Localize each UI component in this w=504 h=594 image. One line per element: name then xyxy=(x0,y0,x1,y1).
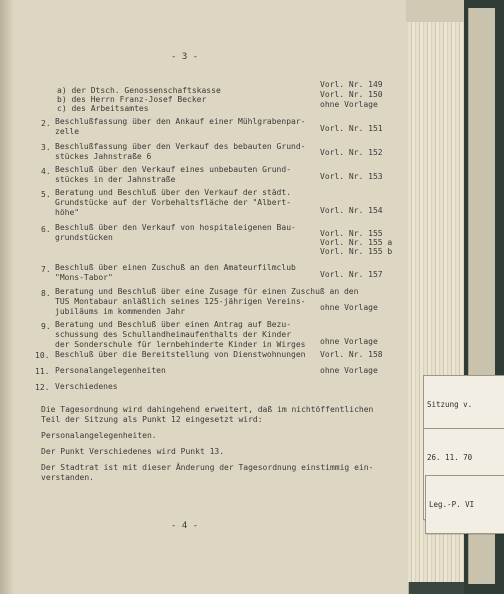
item-6-line-2: grundstücken xyxy=(55,233,113,242)
top-page-number: - 3 - xyxy=(171,52,199,62)
item-7-number: 7. xyxy=(41,265,51,274)
item-9-line-2: schussung des Schullandheimaufenthalts der Kinder xyxy=(55,330,292,339)
item-3-line-2: stückes Jahnstraße 6 xyxy=(55,152,152,161)
item-9-line-1: Beratung und Beschluß über einen Antrag auf Bezu- xyxy=(55,320,292,329)
item-12-line-1: Verschiedenes xyxy=(55,382,118,391)
item-8-number: 8. xyxy=(41,289,51,298)
item-4-vorlage: Vorl. Nr. 153 xyxy=(320,172,383,181)
item-7-vorlage: Vorl. Nr. 157 xyxy=(320,270,383,279)
item-5-number: 5. xyxy=(41,190,51,199)
page-gutter-shadow xyxy=(0,0,14,594)
item-6-line-1: Beschluß über den Verkauf von hospitaleigenen Bau- xyxy=(55,223,296,232)
item-8-line-2: TUS Montabaur anläßlich seines 125-jährigen Vereins- xyxy=(55,297,306,306)
paragraph-4-line-2: verstanden. xyxy=(41,473,94,482)
item-5-vorlage: Vorl. Nr. 154 xyxy=(320,206,383,215)
item-6-vorlage-3: Vorl. Nr. 155 b xyxy=(320,247,393,256)
paragraph-4-line-1: Der Stadtrat ist mit dieser Änderung der Tagesordnung einstimmig ein- xyxy=(41,463,374,472)
item-1-line-1: a) der Dtsch. Genossenschaftskasse xyxy=(57,86,221,95)
item-12-number: 12. xyxy=(35,383,50,392)
item-1-vorlage-3: ohne Vorlage xyxy=(320,100,378,109)
item-5-line-1: Beratung und Beschluß über den Verkauf der städt. xyxy=(55,188,292,197)
item-9-number: 9. xyxy=(41,322,51,331)
item-1-line-2: b) des Herrn Franz-Josef Becker xyxy=(57,95,207,104)
item-1-vorlage-2: Vorl. Nr. 150 xyxy=(320,90,383,99)
item-4-number: 4. xyxy=(41,167,51,176)
item-1-vorlage-1: Vorl. Nr. 149 xyxy=(320,80,383,89)
item-3-line-1: Beschlußfassung über den Verkauf des bebauten Grund- xyxy=(55,142,306,151)
item-10-line-1: Beschluß über die Bereitstellung von Dienstwohnungen xyxy=(55,350,306,359)
item-6-vorlage-2: Vorl. Nr. 155 a xyxy=(320,238,393,247)
item-8-line-1: Beratung und Beschluß über eine Zusage für einen Zuschuß an den xyxy=(55,287,359,296)
index-tab-3[interactable] xyxy=(425,475,504,534)
item-4-line-1: Beschluß über den Verkauf eines unbebauten Grund- xyxy=(55,165,292,174)
item-8-line-3: jubiläums im kommenden Jahr xyxy=(55,307,186,316)
paragraph-3-line-1: Der Punkt Verschiedenes wird Punkt 13. xyxy=(41,447,225,456)
item-1-line-3: c) des Arbeitsamtes xyxy=(57,104,149,113)
item-2-line-2: zelle xyxy=(55,127,80,136)
item-11-number: 11. xyxy=(35,367,50,376)
item-11-line-1: Personalangelegenheiten xyxy=(55,366,166,375)
item-3-vorlage: Vorl. Nr. 152 xyxy=(320,148,383,157)
paragraph-2-line-1: Personalangelegenheiten. xyxy=(41,431,157,440)
item-7-line-1: Beschluß über einen Zuschuß an den Amateurfilmclub xyxy=(55,263,296,272)
item-5-line-2: Grundstücke auf der Vorbehaltsfläche der "Albert- xyxy=(55,198,292,207)
item-2-vorlage: Vorl. Nr. 151 xyxy=(320,124,383,133)
index-tab-1-line-1: Sitzung v. xyxy=(427,400,473,409)
paragraph-1-line-2: Teil der Sitzung als Punkt 12 eingesetzt wird: xyxy=(41,415,263,424)
item-9-vorlage: ohne Vorlage xyxy=(320,337,378,346)
item-10-vorlage: Vorl. Nr. 158 xyxy=(320,350,383,359)
item-6-number: 6. xyxy=(41,225,51,234)
item-3-number: 3. xyxy=(41,143,51,152)
item-10-number: 10. xyxy=(35,351,50,360)
item-11-vorlage: ohne Vorlage xyxy=(320,366,378,375)
item-2-line-1: Beschlußfassung über den Ankauf einer Mühlgrabenpar- xyxy=(55,117,306,126)
item-5-line-3: höhe" xyxy=(55,208,80,217)
item-9-line-3: der Sonderschule für lernbehinderte Kinder in Wirges xyxy=(55,340,306,349)
index-tab-2-line-1: 26. 11. 70 xyxy=(427,453,473,462)
index-tab-3-line-1: Leg.-P. VI xyxy=(429,500,475,509)
item-6-vorlage-1: Vorl. Nr. 155 xyxy=(320,229,383,238)
item-7-line-2: "Mons-Tabor" xyxy=(55,273,113,282)
item-8-vorlage: ohne Vorlage xyxy=(320,303,378,312)
item-4-line-2: stückes in der Jahnstraße xyxy=(55,175,176,184)
item-2-number: 2. xyxy=(41,119,51,128)
paragraph-1-line-1: Die Tagesordnung wird dahingehend erweitert, daß im nichtöffentlichen xyxy=(41,405,374,414)
bottom-page-number: - 4 - xyxy=(171,521,199,531)
